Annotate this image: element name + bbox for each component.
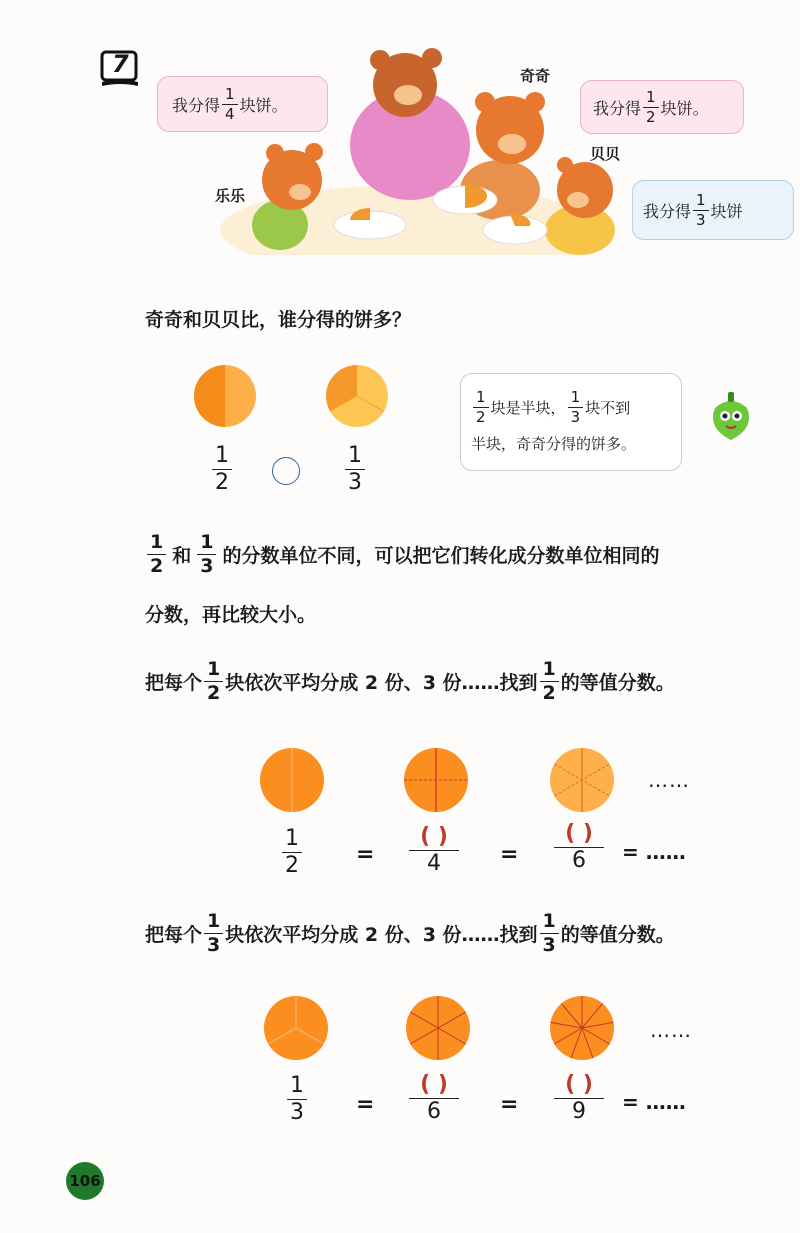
pie-third-6-parts: [404, 994, 472, 1062]
pie-half-2-parts: [258, 746, 326, 814]
fraction: $\frac{1}{2}$: [147, 533, 166, 576]
fraction-blank-over-4[interactable]: ( ) 4: [409, 826, 459, 875]
fraction: $\frac{1}{3}$: [197, 533, 216, 576]
fraction: $\frac{1}{2}$: [540, 660, 559, 703]
pepper-mascot-icon: [703, 388, 759, 444]
fraction: $\frac{1}{3}$: [693, 193, 709, 228]
pie-third-9-parts: [548, 994, 616, 1062]
equals-continuation: = ……: [622, 1090, 686, 1114]
example-number-icon: [100, 50, 140, 88]
pie-half-4-parts: [402, 746, 470, 814]
pie-half-6-parts: [548, 746, 616, 814]
fraction: $\frac{1}{2}$: [204, 660, 223, 703]
equals-sign: =: [356, 842, 375, 867]
equals-continuation: = ……: [622, 840, 686, 864]
speech-bubble-beibei: 我分得 $\frac{1}{3}$ 块饼: [632, 180, 794, 240]
equals-sign: =: [500, 842, 519, 867]
instruction-half: 把每个 $\frac{1}{2}$ 块依次平均分成 2 份、3 份……找到 $\frac{1}{2}$ 的等值分数。: [145, 658, 675, 704]
pie-half: [192, 363, 258, 429]
fraction-blank-over-9[interactable]: ( ) 9: [554, 1074, 604, 1123]
speech-bubble-qiqi: 我分得 $\frac{1}{2}$ 块饼。: [580, 80, 744, 134]
page-number: 106: [69, 1172, 101, 1190]
fraction: $\frac{1}{3}$: [204, 912, 223, 955]
fraction: $\frac{1}{4}$: [222, 87, 238, 122]
label-lele: 乐乐: [215, 187, 246, 205]
fraction: $\frac{1}{3}$: [568, 390, 584, 425]
fraction-one-third: $\frac{1}{3}$: [287, 1075, 307, 1124]
fraction-blank-over-6[interactable]: ( ) 6: [409, 1074, 459, 1123]
label-beibei: 贝贝: [590, 145, 621, 163]
fraction: $\frac{1}{2}$: [643, 90, 659, 125]
continuation-dots: ……: [650, 1018, 692, 1042]
example-number: 7: [112, 50, 129, 78]
fraction: $\frac{1}{2}$: [473, 390, 489, 425]
pie-third: [324, 363, 390, 429]
equals-sign: =: [500, 1092, 519, 1117]
label-qiqi: 奇奇: [520, 67, 551, 85]
hint-bubble: $\frac{1}{2}$ 块是半块， $\frac{1}{3}$ 块不到 半块，奇奇分得的饼多。: [460, 373, 682, 471]
fraction: $\frac{1}{3}$: [540, 912, 559, 955]
compare-circle[interactable]: [272, 457, 300, 485]
fraction-one-half: $\frac{1}{2}$: [282, 828, 302, 877]
fraction-right: $\frac{1}{3}$: [345, 445, 365, 494]
question-text: 奇奇和贝贝比，谁分得的饼多？: [145, 309, 412, 331]
page-number-badge: [66, 1162, 104, 1200]
continuation-dots: ……: [648, 768, 690, 792]
paragraph-line-1: $\frac{1}{2}$ 和 $\frac{1}{3}$ 的分数单位不同，可以把它们转化成分数单位相同的: [145, 533, 660, 576]
paragraph-line-2: 分数，再比较大小。: [145, 604, 317, 626]
instruction-third: 把每个 $\frac{1}{3}$ 块依次平均分成 2 份、3 份……找到 $\frac{1}{3}$ 的等值分数。: [145, 910, 675, 956]
speech-bubble-lele: 我分得 $\frac{1}{4}$ 块饼。: [157, 76, 328, 132]
bears-illustration: [180, 40, 620, 255]
pie-third-3-parts: [262, 994, 330, 1062]
equals-sign: =: [356, 1092, 375, 1117]
fraction-left: $\frac{1}{2}$: [212, 445, 232, 494]
fraction-blank-over-6[interactable]: ( ) 6: [554, 823, 604, 872]
